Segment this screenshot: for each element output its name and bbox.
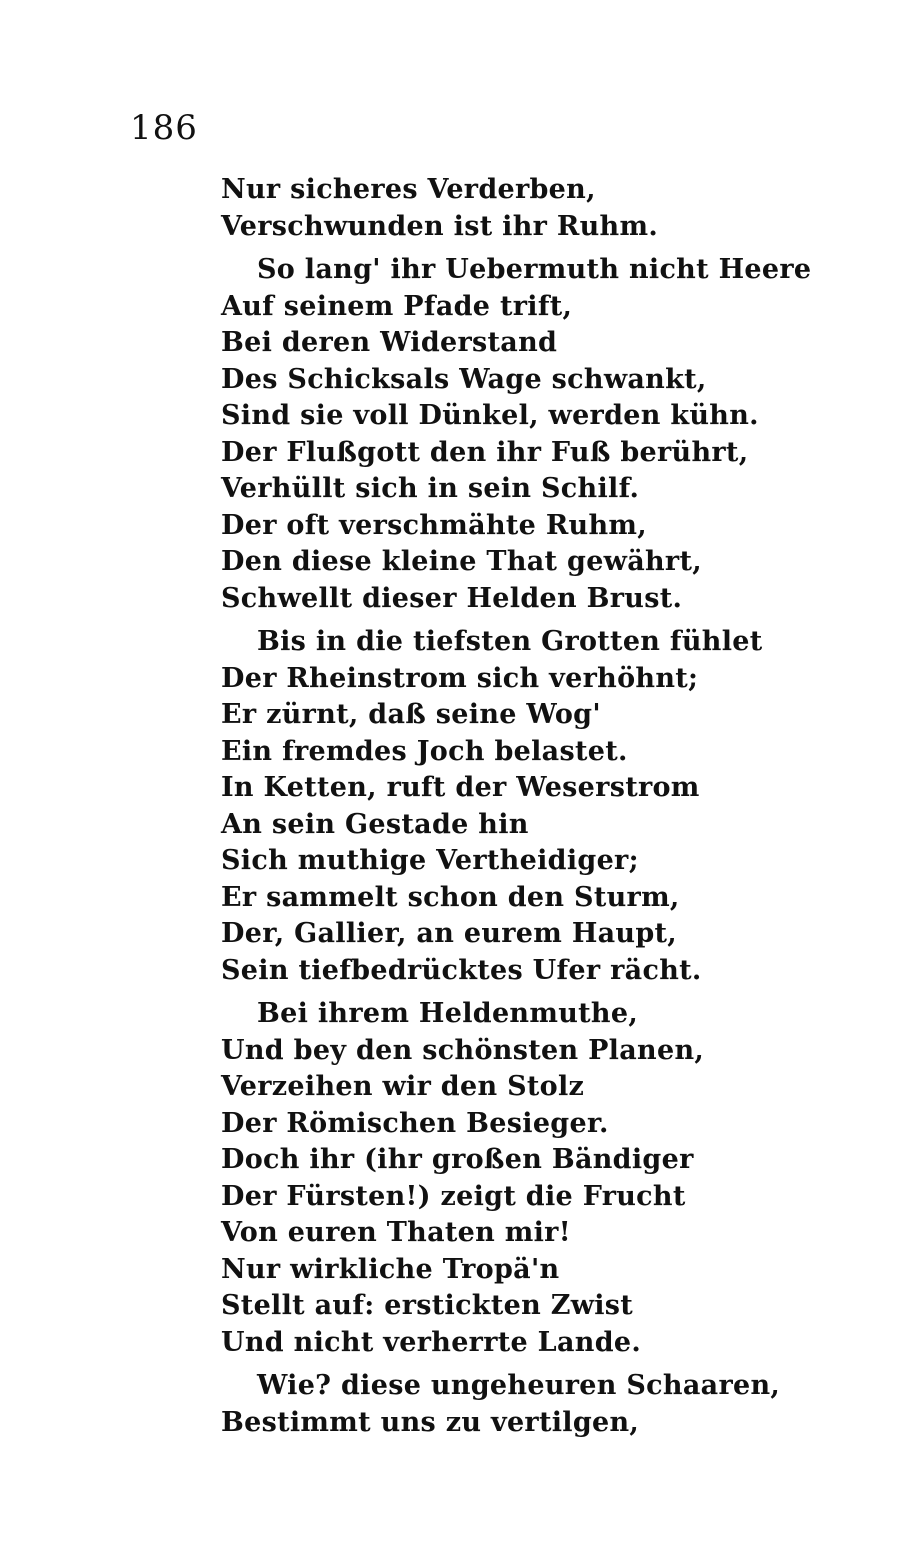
poem-line: Wie? diese ungeheuren Schaaren, — [257, 1370, 781, 1401]
poem-line: Des Schicksals Wage schwankt, — [221, 363, 707, 395]
poem-line: Und nicht verherrte Lande. — [221, 1326, 642, 1358]
poem-line: Verhüllt sich in sein Schilf. — [221, 473, 640, 504]
poem-line: Der oft verschmähte Ruhm, — [221, 509, 647, 541]
poem-line: Ein fremdes Joch belastet. — [221, 735, 628, 767]
poem-line: An sein Gestade hin — [221, 808, 529, 840]
poem-line: Der Flußgott den ihr Fuß berührt, — [221, 436, 749, 468]
poem-line: Stellt auf: erstickten Zwist — [221, 1290, 634, 1321]
poem-line: Den diese kleine That gewährt, — [221, 546, 702, 577]
poem-line: Bei deren Widerstand — [221, 327, 558, 358]
poem-line: Der Rheinstrom sich verhöhnt; — [221, 662, 699, 694]
poem-line: Verschwunden ist ihr Ruhm. — [221, 210, 659, 242]
poem-text — [221, 172, 861, 1441]
poem-line: Auf seinem Pfade trift, — [221, 290, 573, 322]
poem-line: Nur wirkliche Tropä'n — [221, 1253, 560, 1285]
poem-line: Nur sicheres Verderben, — [221, 174, 596, 205]
stanza-2 — [221, 252, 861, 617]
poem-line: Er sammelt schon den Sturm, — [221, 881, 680, 913]
page-number: 186 — [130, 108, 198, 148]
poem-line: So lang' ihr Uebermuth nicht Heere — [257, 254, 812, 285]
poem-line: Sich muthige Vertheidiger; — [221, 845, 639, 876]
poem-line: Von euren Thaten mir! — [221, 1217, 571, 1248]
poem-line: Sind sie voll Dünkel, werden kühn. — [221, 400, 759, 431]
poem-line: Sein tiefbedrücktes Ufer rächt. — [221, 954, 702, 986]
stanza-3 — [221, 624, 861, 989]
poem-line: Schwellt dieser Helden Brust. — [221, 582, 683, 614]
poem-line: In Ketten, ruft der Weserstrom — [221, 772, 700, 803]
stanza-1 — [221, 172, 861, 245]
poem-line: Verzeihen wir den Stolz — [221, 1071, 585, 1102]
poem-line: Der, Gallier, an eurem Haupt, — [221, 918, 678, 949]
poem-line: Bei ihrem Heldenmuthe, — [257, 998, 639, 1029]
stanza-4 — [221, 996, 861, 1361]
poem-line: Doch ihr (ihr großen Bändiger — [221, 1144, 694, 1175]
poem-line: Der Fürsten!) zeigt die Frucht — [221, 1180, 686, 1212]
poem-line: Bestimmt uns zu vertilgen, — [221, 1406, 640, 1438]
poem-line: Bis in die tiefsten Grotten fühlet — [257, 626, 763, 657]
stanza-5 — [221, 1368, 861, 1441]
poem-line: Und bey den schönsten Planen, — [221, 1034, 705, 1066]
poem-line: Der Römischen Besieger. — [221, 1107, 609, 1139]
poem-line: Er zürnt, daß seine Wog' — [221, 699, 601, 730]
